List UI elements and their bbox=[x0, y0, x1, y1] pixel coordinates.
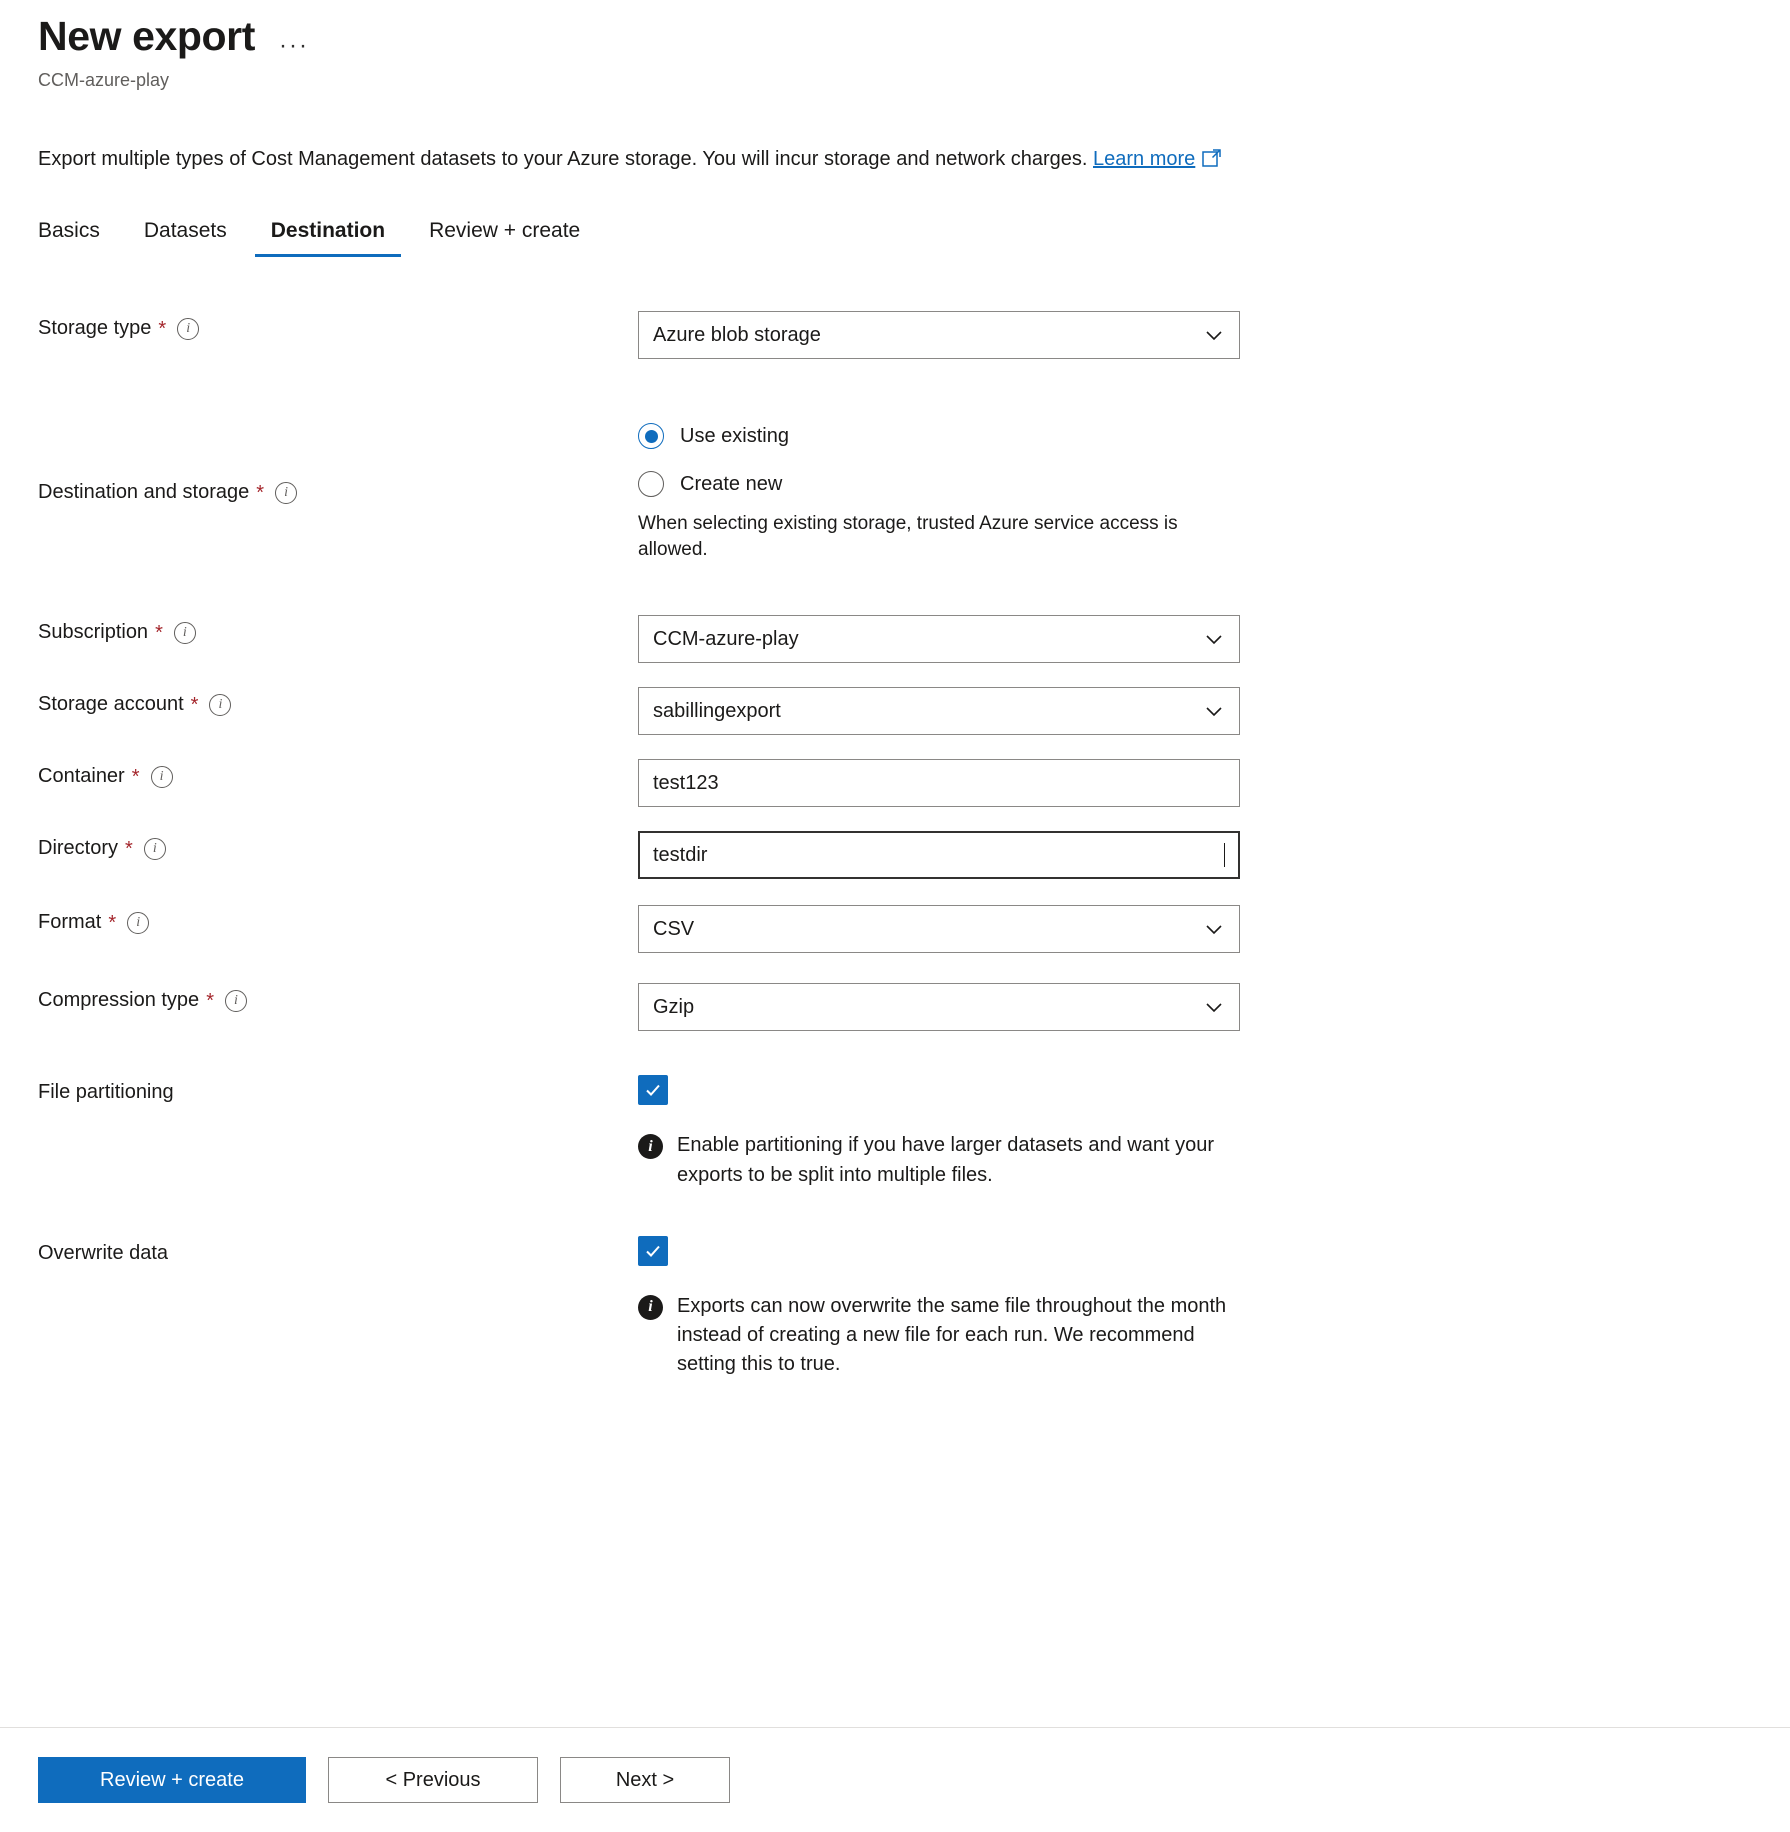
tab-datasets[interactable]: Datasets bbox=[143, 219, 227, 242]
wizard-tabs bbox=[38, 219, 1790, 257]
compression-type-required: * bbox=[206, 989, 214, 1012]
info-icon[interactable]: i bbox=[127, 912, 149, 934]
storage-type-label: Storage type bbox=[38, 317, 152, 339]
description-text: Export multiple types of Cost Management datasets to your Azure storage. You will incur storage and network charges. bbox=[38, 148, 1088, 170]
container-value: test123 bbox=[653, 771, 719, 794]
destination-label: Destination and storage bbox=[38, 481, 250, 503]
file-partitioning-label: File partitioning bbox=[38, 1081, 174, 1104]
chevron-down-icon bbox=[1203, 918, 1225, 940]
container-field bbox=[638, 759, 1790, 807]
file-partitioning-note bbox=[638, 1131, 1238, 1189]
overwrite-data-note-text: Exports can now overwrite the same file throughout the month instead of creating a new file for each run. We recommend setting this to true. bbox=[677, 1294, 1227, 1376]
field-subscription bbox=[38, 615, 1790, 663]
subscription-select[interactable] bbox=[638, 615, 1240, 663]
storage-account-label: Storage account bbox=[38, 693, 184, 716]
file-partitioning-label-group bbox=[38, 1075, 638, 1104]
overwrite-data-field bbox=[638, 1236, 1790, 1380]
info-icon[interactable]: i bbox=[209, 694, 231, 716]
file-partitioning-note-text: Enable partitioning if you have larger datasets and want your exports to be split into multiple files. bbox=[677, 1134, 1215, 1186]
destination-form bbox=[38, 311, 1790, 1379]
storage-type-label-group bbox=[38, 311, 638, 340]
radio-use-existing-indicator[interactable] bbox=[638, 423, 664, 449]
file-partitioning-field bbox=[638, 1075, 1790, 1189]
info-icon[interactable]: i bbox=[275, 482, 297, 504]
info-icon[interactable]: i bbox=[225, 990, 247, 1012]
tab-review-create[interactable]: Review + create bbox=[429, 219, 581, 242]
info-icon[interactable]: i bbox=[177, 318, 199, 340]
info-filled-icon: i bbox=[638, 1295, 663, 1320]
format-field bbox=[638, 905, 1790, 953]
storage-type-value: Azure blob storage bbox=[653, 323, 821, 346]
format-value: CSV bbox=[653, 917, 695, 940]
compression-type-label: Compression type bbox=[38, 989, 200, 1012]
chevron-down-icon bbox=[1203, 628, 1225, 650]
field-destination-and-storage bbox=[38, 421, 1790, 563]
info-icon[interactable]: i bbox=[174, 622, 196, 644]
blade-header bbox=[38, 0, 1790, 62]
overwrite-data-label: Overwrite data bbox=[38, 1241, 169, 1264]
more-actions-icon[interactable]: ··· bbox=[279, 32, 309, 59]
radio-create-new-indicator[interactable] bbox=[638, 471, 664, 497]
container-required: * bbox=[131, 765, 140, 788]
format-required: * bbox=[108, 911, 117, 934]
overwrite-data-note bbox=[638, 1292, 1238, 1380]
overwrite-data-label-group bbox=[38, 1236, 638, 1265]
info-icon[interactable]: i bbox=[151, 766, 173, 788]
radio-create-new-label: Create new bbox=[680, 472, 783, 495]
subscription-label: Subscription bbox=[38, 621, 149, 644]
subscription-field bbox=[638, 615, 1790, 663]
text-caret bbox=[1224, 843, 1225, 867]
storage-account-label-group bbox=[38, 687, 638, 716]
storage-type-select[interactable] bbox=[638, 311, 1240, 359]
destination-label-group bbox=[38, 421, 638, 504]
chevron-down-icon bbox=[1203, 324, 1225, 346]
radio-use-existing-label: Use existing bbox=[680, 424, 789, 447]
overwrite-data-checkbox[interactable] bbox=[638, 1236, 668, 1266]
blade-subtitle: CCM-azure-play bbox=[38, 70, 170, 90]
radio-use-existing[interactable] bbox=[638, 423, 1790, 449]
container-input[interactable] bbox=[638, 759, 1240, 807]
radio-create-new[interactable] bbox=[638, 471, 1790, 497]
subscription-value: CCM-azure-play bbox=[653, 627, 799, 650]
field-container bbox=[38, 759, 1790, 807]
destination-radio-group bbox=[638, 421, 1790, 563]
storage-account-required: * bbox=[190, 693, 199, 716]
storage-account-field bbox=[638, 687, 1790, 735]
field-compression-type bbox=[38, 983, 1790, 1031]
directory-field bbox=[638, 831, 1790, 879]
external-link-icon[interactable] bbox=[1202, 148, 1222, 168]
field-format bbox=[38, 905, 1790, 953]
compression-type-value: Gzip bbox=[653, 995, 695, 1018]
container-label-group bbox=[38, 759, 638, 788]
destination-helper-text: When selecting existing storage, trusted Azure service access is allowed. bbox=[638, 513, 1178, 561]
storage-account-select[interactable] bbox=[638, 687, 1240, 735]
compression-label-group bbox=[38, 983, 638, 1012]
tab-basics[interactable]: Basics bbox=[38, 219, 100, 242]
directory-value: testdir bbox=[653, 843, 708, 866]
directory-required: * bbox=[125, 837, 133, 860]
subscription-label-group bbox=[38, 615, 638, 644]
page-title: New export bbox=[38, 13, 255, 59]
info-filled-icon: i bbox=[638, 1134, 663, 1159]
chevron-down-icon bbox=[1203, 700, 1225, 722]
container-label: Container bbox=[38, 765, 125, 788]
info-icon[interactable]: i bbox=[144, 838, 166, 860]
directory-input[interactable] bbox=[638, 831, 1240, 879]
format-label-group bbox=[38, 905, 638, 934]
field-overwrite-data bbox=[38, 1236, 1790, 1380]
field-file-partitioning bbox=[38, 1075, 1790, 1189]
review-create-button[interactable]: Review + create bbox=[38, 1757, 306, 1803]
subscription-required: * bbox=[155, 621, 163, 644]
destination-required: * bbox=[256, 481, 265, 504]
directory-label-group bbox=[38, 831, 638, 860]
file-partitioning-checkbox bbox=[638, 1075, 668, 1105]
compression-type-field bbox=[638, 983, 1790, 1031]
blade-description bbox=[38, 145, 1790, 173]
format-label: Format bbox=[38, 911, 102, 934]
storage-account-value: sabillingexport bbox=[653, 699, 781, 722]
field-storage-account bbox=[38, 687, 1790, 735]
storage-type-required: * bbox=[158, 317, 167, 340]
learn-more-link[interactable]: Learn more bbox=[1093, 148, 1196, 170]
previous-button[interactable]: < Previous bbox=[328, 1757, 538, 1803]
storage-type-field bbox=[638, 311, 1790, 359]
chevron-down-icon bbox=[1203, 996, 1225, 1018]
field-storage-type bbox=[38, 311, 1790, 359]
directory-label: Directory bbox=[38, 837, 119, 860]
compression-type-select[interactable] bbox=[638, 983, 1240, 1031]
field-directory bbox=[38, 831, 1790, 879]
wizard-footer bbox=[0, 1727, 1790, 1832]
tab-destination[interactable]: Destination bbox=[249, 219, 407, 257]
next-button[interactable]: Next > bbox=[560, 1757, 730, 1803]
format-select[interactable] bbox=[638, 905, 1240, 953]
